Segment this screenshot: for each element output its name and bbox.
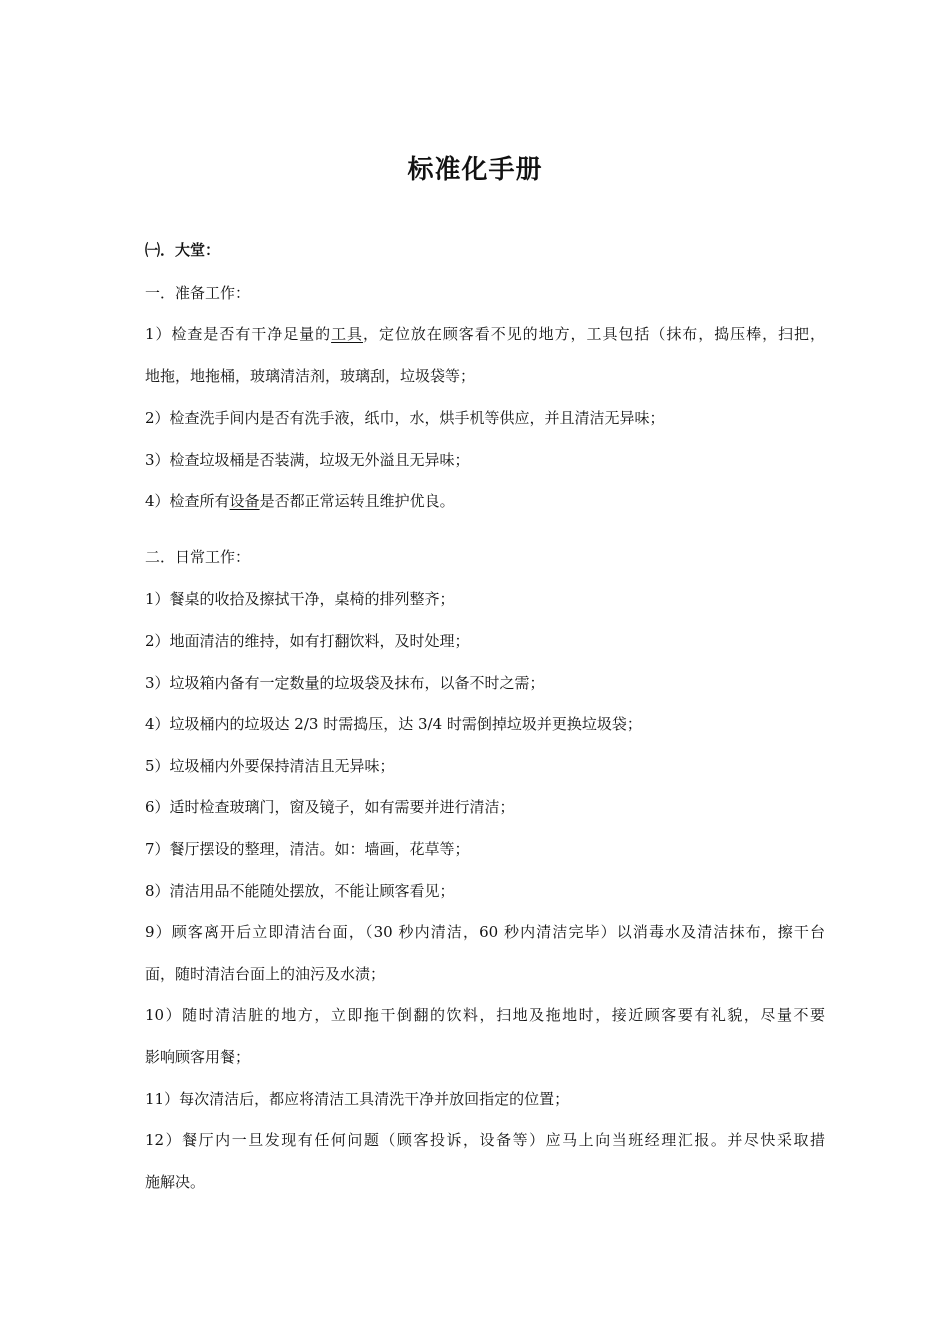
daily-item-9-continuation: 面，随时清洁台面上的油污及水渍；: [145, 965, 386, 983]
prep-item-1-text-b: ，定位放在顾客看不见的地方，工具包括（抹布，捣压棒，扫把，: [363, 325, 825, 343]
prep-heading: 一．准备工作：: [145, 284, 251, 302]
equipment-term: 设备: [229, 492, 260, 510]
daily-item-11: 11）每次清洁后，都应将清洁工具清洗干净并放回指定的位置；: [145, 1090, 570, 1108]
prep-item-1-text-a: 1）检查是否有干净足量的: [145, 325, 332, 343]
daily-item-8: 8）清洁用品不能随处摆放，不能让顾客看见；: [145, 882, 455, 900]
daily-item-2: 2）地面清洁的维持，如有打翻饮料，及时处理；: [145, 632, 470, 650]
section-heading: ㈠．大堂：: [145, 241, 221, 259]
page-title: 标准化手册: [407, 155, 543, 185]
prep-item-1-continuation: 地拖，地拖桶，玻璃清洁剂，玻璃刮，垃圾袋等；: [145, 367, 476, 385]
tools-term: 工具: [331, 325, 364, 343]
prep-item-4: [145, 489, 825, 513]
prep-item-4-text-a: 4）检查所有: [145, 492, 230, 510]
daily-item-3: 3）垃圾箱内备有一定数量的垃圾袋及抹布，以备不时之需；: [145, 674, 545, 692]
daily-item-7: 7）餐厅摆设的整理，清洁。如：墙画，花草等；: [145, 840, 470, 858]
daily-item-6: 6）适时检查玻璃门，窗及镜子，如有需要并进行清洁；: [145, 798, 515, 816]
daily-item-9: 9）顾客离开后立即清洁台面，（30 秒内清洁，60 秒内清洁完毕）以消毒水及清洁抹布，擦干台: [145, 923, 825, 941]
daily-item-12-continuation: 施解决。: [145, 1173, 206, 1191]
prep-item-2: 2）检查洗手间内是否有洗手液，纸巾，水，烘手机等供应，并且清洁无异味；: [145, 409, 665, 427]
prep-item-1: [145, 322, 825, 346]
daily-item-12: 12）餐厅内一旦发现有任何问题（顾客投诉，设备等）应马上向当班经理汇报。并尽快采取措: [145, 1131, 825, 1149]
prep-item-4-text-b: 是否都正常运转且维护优良。: [259, 492, 455, 510]
daily-item-4: 4）垃圾桶内的垃圾达 2/3 时需捣压，达 3/4 时需倒掉垃圾并更换垃圾袋；: [145, 715, 642, 733]
daily-item-5: 5）垃圾桶内外要保持清洁且无异味；: [145, 757, 395, 775]
daily-heading: 二．日常工作：: [145, 548, 251, 566]
daily-item-1: 1）餐桌的收拾及擦拭干净，桌椅的排列整齐；: [145, 590, 455, 608]
prep-item-3: 3）检查垃圾桶是否装满，垃圾无外溢且无异味；: [145, 451, 470, 469]
daily-item-10: 10）随时清洁脏的地方，立即拖干倒翻的饮料，扫地及拖地时，接近顾客要有礼貌，尽量不要: [145, 1006, 825, 1024]
daily-item-10-continuation: 影响顾客用餐；: [145, 1048, 251, 1066]
